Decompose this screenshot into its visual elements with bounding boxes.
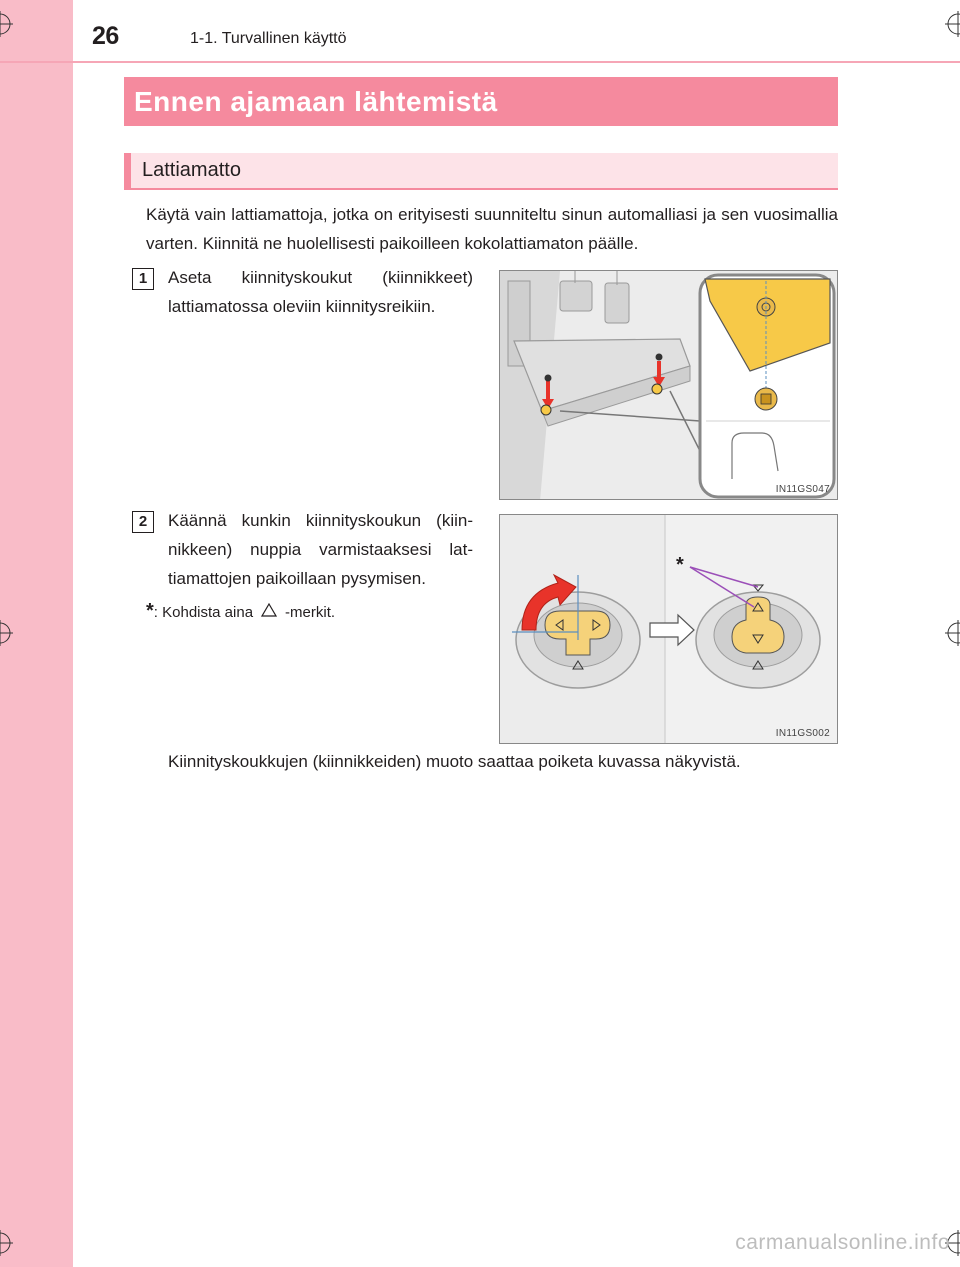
note-suffix: -merkit. <box>285 604 336 621</box>
note-line <box>146 600 335 623</box>
figure-star-label: * <box>676 554 684 576</box>
section-title: Ennen ajamaan lähtemistä <box>134 86 498 117</box>
watermark: carmanualsonline.info <box>735 1231 950 1254</box>
step-number-badge: 2 <box>132 511 154 533</box>
registration-mark-icon <box>0 1230 13 1256</box>
note-star: * <box>146 600 154 622</box>
step-number-badge: 1 <box>132 268 154 290</box>
subsection-title: Lattiamatto <box>142 159 241 181</box>
figure-code: IN11GS047 <box>775 484 830 495</box>
chapter-title: 1-1. Turvallinen käyttö <box>190 30 347 47</box>
triangle-marker-icon <box>261 603 277 617</box>
intro-paragraph: Käytä vain lattiamattoja, jotka on erityisesti suunniteltu sinun automalliasi ja sen vuosimallia varten. Kiinnitä ne huolellisesti paikoilleen kokolattiamaton päälle. <box>146 205 838 253</box>
figure-code: IN11GS002 <box>775 728 830 739</box>
header-rule <box>0 61 960 63</box>
page-number: 26 <box>92 22 119 50</box>
figure-floor-mat-hooks <box>499 270 838 500</box>
step-1-text: Aseta kiinnityskoukut (kiinnikkeet) lattiamatossa oleviin kiinnitysreikiin. <box>168 268 473 316</box>
registration-mark-icon <box>945 620 960 646</box>
section-title-bar <box>124 77 838 126</box>
step-2-text: Käännä kunkin kiinnityskoukun (kiin-nikkeen) nuppia varmistaaksesi lat-tiamattojen paikoillaan pysymisen. <box>168 511 473 588</box>
note-prefix: : Kohdista aina <box>153 604 254 621</box>
registration-mark-icon <box>0 11 13 37</box>
registration-mark-icon <box>0 620 13 646</box>
registration-mark-icon <box>945 11 960 37</box>
figure-turn-knob <box>499 514 838 744</box>
subsection-title-bar <box>124 153 838 190</box>
shape-note: Kiinnityskoukkujen (kiinnikkeiden) muoto saattaa poiketa kuvassa näkyvistä. <box>168 752 741 771</box>
